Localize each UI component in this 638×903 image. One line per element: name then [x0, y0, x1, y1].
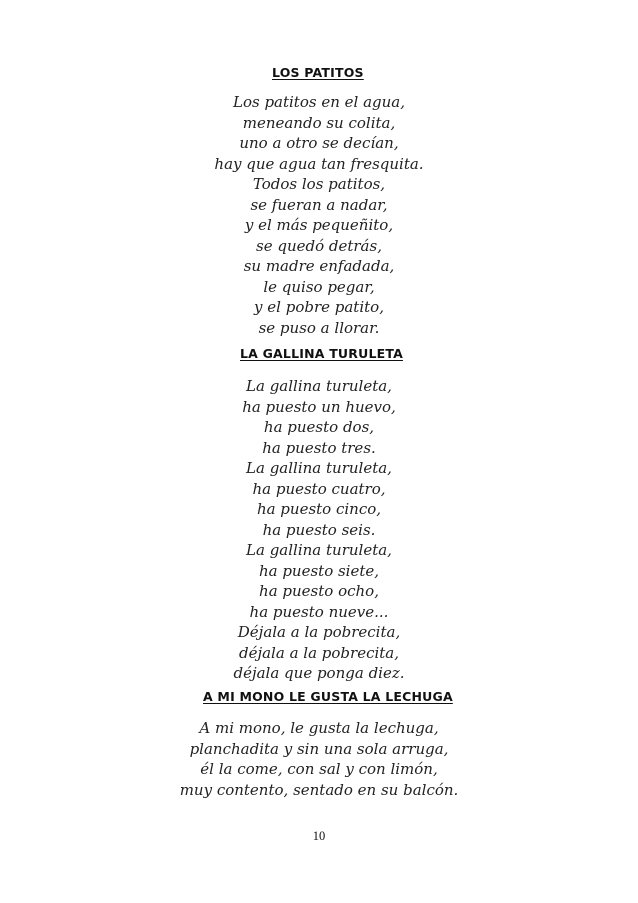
- verse-line: La gallina turuleta,: [246, 377, 392, 395]
- verse-line: uno a otro se decían,: [239, 134, 399, 152]
- verse-line: hay que agua tan fresquita.: [214, 154, 424, 173]
- verse-line: ha puesto siete,: [258, 561, 380, 580]
- page-number: 10: [312, 829, 326, 843]
- verse-line: Los patitos en el agua,: [232, 93, 406, 111]
- verse-line: ha puesto dos,: [263, 418, 375, 436]
- verse-line: Déjala a la pobrecita,: [237, 623, 401, 641]
- verse-line: La gallina turuleta,: [246, 541, 392, 559]
- verse-line: le quiso pegar,: [263, 277, 375, 296]
- verse-line: ha puesto cuatro,: [252, 479, 386, 498]
- verse-line: se puso a llorar.: [258, 318, 380, 337]
- verse-line: planchadita y sin una sola arruga,: [189, 739, 449, 758]
- verse-line: A mi mono, le gusta la lechuga,: [199, 719, 439, 737]
- verse-line: él la come, con sal y con limón,: [200, 760, 438, 778]
- verse-line: muy contento, sentado en su balcón.: [179, 780, 459, 799]
- verse-line: se fueran a nadar,: [250, 195, 388, 214]
- poem-verse-los-patitos: [0, 92, 638, 338]
- verse-line: su madre enfadada,: [243, 257, 395, 275]
- verse-line: ha puesto ocho,: [259, 582, 379, 600]
- poem-verse-a-mi-mono: [0, 718, 638, 800]
- verse-line: ha puesto tres.: [262, 438, 376, 457]
- verse-line: y el pobre patito,: [254, 298, 384, 316]
- poem-title-a-mi-mono: A MI MONO LE GUSTA LA LECHUGA: [203, 689, 453, 704]
- verse-line: y el más pequeñito,: [244, 216, 394, 234]
- verse-line: La gallina turuleta,: [246, 459, 392, 477]
- verse-line: ha puesto seis.: [262, 520, 376, 539]
- verse-line: meneando su colita,: [242, 113, 396, 132]
- poem-verse-la-gallina-turuleta: [0, 376, 638, 684]
- poem-title-los-patitos: LOS PATITOS: [272, 65, 364, 80]
- verse-line: déjala a la pobrecita,: [238, 643, 400, 662]
- verse-line: déjala que ponga diez.: [233, 664, 405, 682]
- verse-line: Todos los patitos,: [252, 175, 386, 193]
- poem-title-la-gallina-turuleta: LA GALLINA TURULETA: [240, 346, 403, 361]
- verse-line: se quedó detrás,: [256, 236, 382, 255]
- verse-line: ha puesto cinco,: [256, 500, 382, 518]
- verse-line: ha puesto un huevo,: [242, 397, 396, 416]
- verse-line: ha puesto nueve...: [249, 602, 389, 621]
